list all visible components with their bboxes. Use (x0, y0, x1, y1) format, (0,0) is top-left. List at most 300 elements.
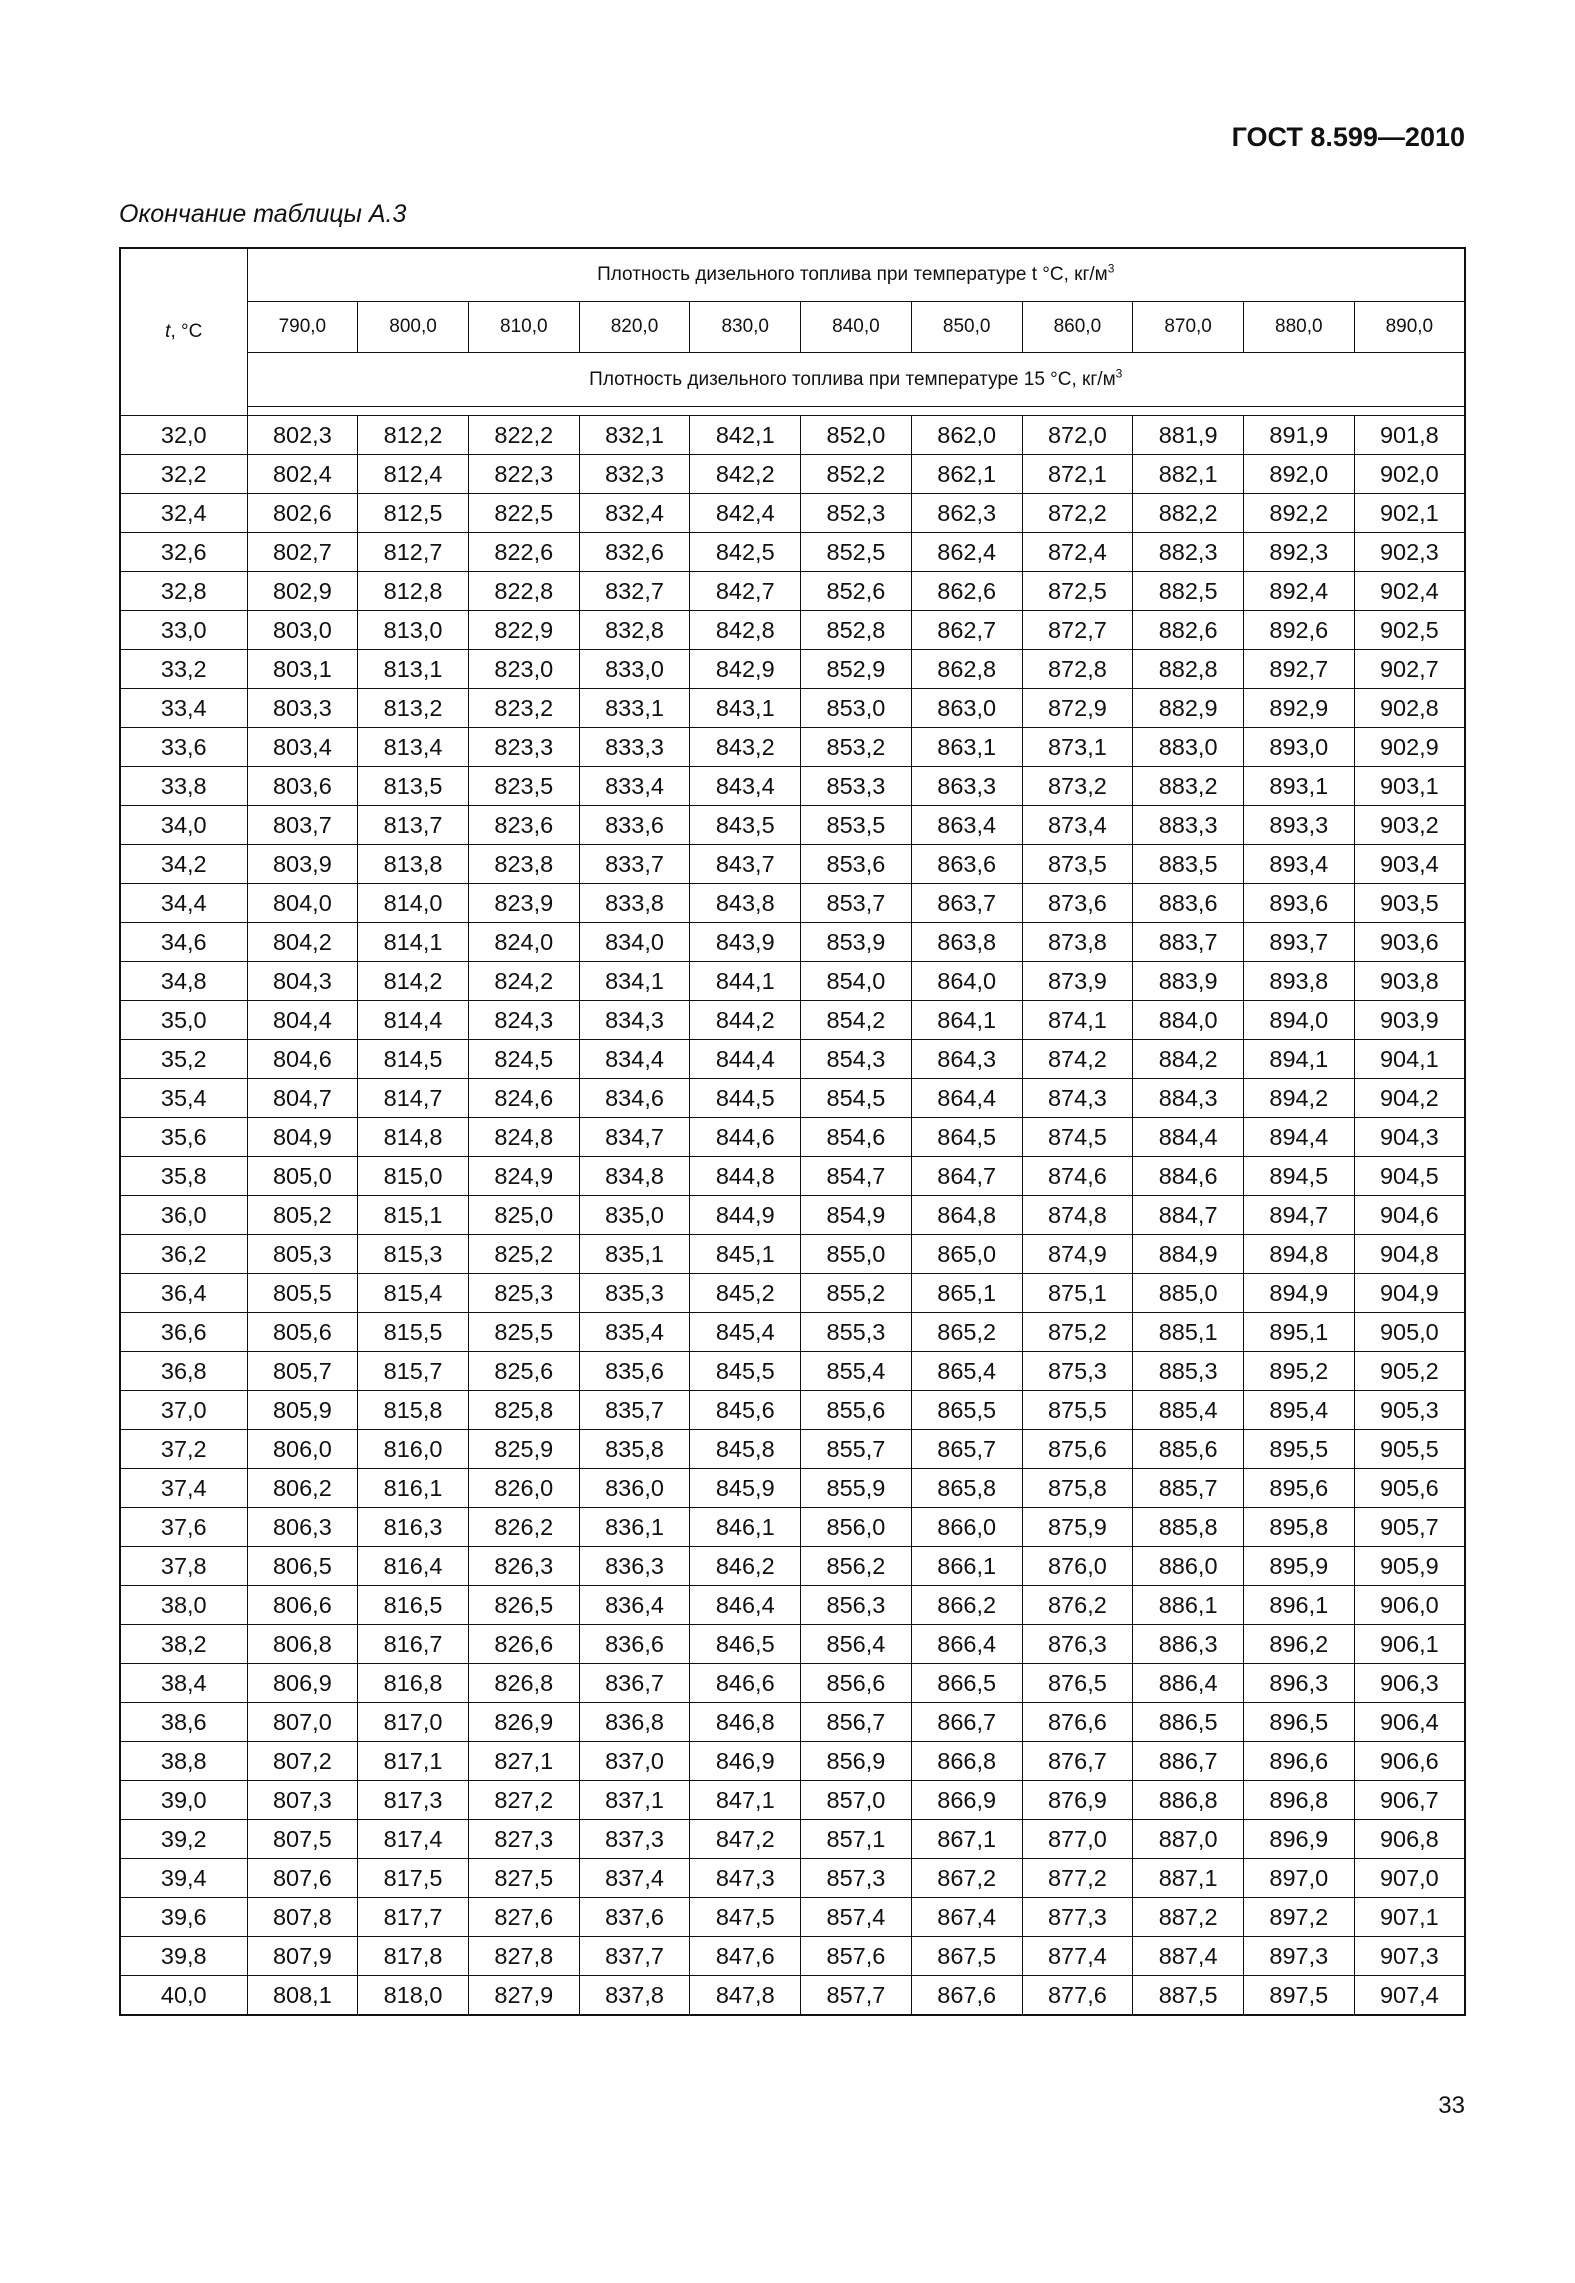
table-row (120, 845, 1465, 884)
density-cell: 906,3 (1354, 1664, 1465, 1703)
density-cell: 833,1 (579, 689, 690, 728)
density-cell: 844,2 (690, 1001, 801, 1040)
density-cell: 836,4 (579, 1586, 690, 1625)
density-cell: 842,9 (690, 650, 801, 689)
density-cell: 823,9 (468, 884, 579, 923)
density-cell: 805,2 (247, 1196, 358, 1235)
density-at-15-header-text: Плотность дизельного топлива при температуре 15 °C, кг/м (589, 368, 1116, 390)
density-cell: 803,7 (247, 806, 358, 845)
density-cell: 905,9 (1354, 1547, 1465, 1586)
density-cell: 882,1 (1133, 455, 1244, 494)
density-cell: 817,8 (358, 1937, 469, 1976)
density-cell: 805,7 (247, 1352, 358, 1391)
density-cell: 886,4 (1133, 1664, 1244, 1703)
table-row (120, 1742, 1465, 1781)
density-cell: 803,4 (247, 728, 358, 767)
table-row (120, 689, 1465, 728)
density-cell: 896,9 (1243, 1820, 1354, 1859)
density-cell: 844,4 (690, 1040, 801, 1079)
table-row (120, 1586, 1465, 1625)
density-cell: 905,2 (1354, 1352, 1465, 1391)
density-cell: 816,4 (358, 1547, 469, 1586)
density-cell: 873,6 (1022, 884, 1133, 923)
density-cell: 846,1 (690, 1508, 801, 1547)
temperature-cell: 32,8 (120, 572, 247, 611)
density-cell: 812,4 (358, 455, 469, 494)
density-cell: 803,0 (247, 611, 358, 650)
density-cell: 847,8 (690, 1976, 801, 2016)
density-cell: 867,5 (911, 1937, 1022, 1976)
density-cell: 872,1 (1022, 455, 1133, 494)
density-cell: 876,3 (1022, 1625, 1133, 1664)
density-cell: 847,2 (690, 1820, 801, 1859)
density-cell: 893,8 (1243, 962, 1354, 1001)
table-row (120, 962, 1465, 1001)
density-cell: 834,4 (579, 1040, 690, 1079)
density-cell: 862,7 (911, 611, 1022, 650)
density-cell: 836,6 (579, 1625, 690, 1664)
density-cell: 896,5 (1243, 1703, 1354, 1742)
density-cell: 818,0 (358, 1976, 469, 2016)
density-cell: 894,7 (1243, 1196, 1354, 1235)
table-row (120, 1781, 1465, 1820)
density-cell: 817,1 (358, 1742, 469, 1781)
density-cell: 856,0 (801, 1508, 912, 1547)
density-cell: 902,5 (1354, 611, 1465, 650)
density-cell: 807,6 (247, 1859, 358, 1898)
density-cell: 824,6 (468, 1079, 579, 1118)
table-row (120, 1274, 1465, 1313)
density-cell: 823,3 (468, 728, 579, 767)
density-cell: 882,6 (1133, 611, 1244, 650)
density-cell: 814,5 (358, 1040, 469, 1079)
density-cell: 903,1 (1354, 767, 1465, 806)
density-cell: 896,2 (1243, 1625, 1354, 1664)
density-cell: 856,3 (801, 1586, 912, 1625)
column-header: 830,0 (690, 302, 801, 353)
table-row (120, 1898, 1465, 1937)
density-cell: 862,8 (911, 650, 1022, 689)
density-cell: 901,8 (1354, 416, 1465, 455)
density-cell: 843,7 (690, 845, 801, 884)
density-cell: 886,0 (1133, 1547, 1244, 1586)
density-cell: 808,1 (247, 1976, 358, 2016)
density-cell: 843,2 (690, 728, 801, 767)
density-cell: 842,4 (690, 494, 801, 533)
density-cell: 827,1 (468, 1742, 579, 1781)
density-cell: 834,8 (579, 1157, 690, 1196)
density-cell: 877,3 (1022, 1898, 1133, 1937)
density-cell: 892,9 (1243, 689, 1354, 728)
density-cell: 892,0 (1243, 455, 1354, 494)
density-cell: 872,5 (1022, 572, 1133, 611)
density-cell: 854,5 (801, 1079, 912, 1118)
density-cell: 863,1 (911, 728, 1022, 767)
density-cell: 903,9 (1354, 1001, 1465, 1040)
density-cell: 824,3 (468, 1001, 579, 1040)
density-cell: 855,3 (801, 1313, 912, 1352)
density-cell: 857,6 (801, 1937, 912, 1976)
density-cell: 823,6 (468, 806, 579, 845)
table-row (120, 1820, 1465, 1859)
temperature-cell: 39,0 (120, 1781, 247, 1820)
table-row (120, 1391, 1465, 1430)
density-cell: 826,9 (468, 1703, 579, 1742)
density-cell: 896,3 (1243, 1664, 1354, 1703)
density-cell: 874,8 (1022, 1196, 1133, 1235)
density-cell: 805,9 (247, 1391, 358, 1430)
density-cell: 825,5 (468, 1313, 579, 1352)
density-cell: 834,1 (579, 962, 690, 1001)
temperature-cell: 38,4 (120, 1664, 247, 1703)
temperature-cell: 36,2 (120, 1235, 247, 1274)
density-cell: 825,8 (468, 1391, 579, 1430)
density-cell: 885,0 (1133, 1274, 1244, 1313)
density-cell: 827,8 (468, 1937, 579, 1976)
density-cell: 834,0 (579, 923, 690, 962)
density-cell: 857,4 (801, 1898, 912, 1937)
density-cell: 903,5 (1354, 884, 1465, 923)
density-cell: 854,3 (801, 1040, 912, 1079)
column-header: 860,0 (1022, 302, 1133, 353)
density-cell: 804,6 (247, 1040, 358, 1079)
temperature-cell: 33,6 (120, 728, 247, 767)
density-cell: 905,3 (1354, 1391, 1465, 1430)
density-cell: 835,0 (579, 1196, 690, 1235)
density-cell: 827,2 (468, 1781, 579, 1820)
density-cell: 837,6 (579, 1898, 690, 1937)
temperature-cell: 39,4 (120, 1859, 247, 1898)
temperature-cell: 38,8 (120, 1742, 247, 1781)
density-cell: 816,5 (358, 1586, 469, 1625)
density-cell: 853,6 (801, 845, 912, 884)
density-cell: 843,5 (690, 806, 801, 845)
density-cell: 902,0 (1354, 455, 1465, 494)
density-cell: 864,7 (911, 1157, 1022, 1196)
density-cell: 805,6 (247, 1313, 358, 1352)
density-cell: 856,9 (801, 1742, 912, 1781)
density-cell: 885,7 (1133, 1469, 1244, 1508)
density-cell: 862,4 (911, 533, 1022, 572)
density-cell: 803,1 (247, 650, 358, 689)
density-cell: 852,8 (801, 611, 912, 650)
density-cell: 846,4 (690, 1586, 801, 1625)
density-cell: 813,0 (358, 611, 469, 650)
table-row (120, 806, 1465, 845)
density-cell: 853,9 (801, 923, 912, 962)
density-cell: 844,5 (690, 1079, 801, 1118)
density-cell: 885,4 (1133, 1391, 1244, 1430)
density-cell: 805,3 (247, 1235, 358, 1274)
density-cell: 852,0 (801, 416, 912, 455)
temperature-cell: 37,8 (120, 1547, 247, 1586)
density-cell: 866,7 (911, 1703, 1022, 1742)
density-cell: 895,9 (1243, 1547, 1354, 1586)
temperature-cell: 33,4 (120, 689, 247, 728)
density-cell: 895,4 (1243, 1391, 1354, 1430)
density-cell: 817,3 (358, 1781, 469, 1820)
table-row (120, 416, 1465, 455)
temperature-cell: 33,0 (120, 611, 247, 650)
density-cell: 866,5 (911, 1664, 1022, 1703)
density-cell: 907,1 (1354, 1898, 1465, 1937)
density-cell: 845,9 (690, 1469, 801, 1508)
density-cell: 867,1 (911, 1820, 1022, 1859)
density-cell: 854,7 (801, 1157, 912, 1196)
density-cell: 827,6 (468, 1898, 579, 1937)
density-cell: 832,6 (579, 533, 690, 572)
density-cell: 806,0 (247, 1430, 358, 1469)
density-cell: 833,4 (579, 767, 690, 806)
column-header: 840,0 (801, 302, 912, 353)
density-cell: 836,7 (579, 1664, 690, 1703)
table-row (120, 767, 1465, 806)
density-cell: 816,3 (358, 1508, 469, 1547)
density-cell: 893,0 (1243, 728, 1354, 767)
density-cell: 826,6 (468, 1625, 579, 1664)
density-cell: 883,9 (1133, 962, 1244, 1001)
density-cell: 836,0 (579, 1469, 690, 1508)
density-at-t-header-sup: 3 (1107, 261, 1115, 276)
density-cell: 836,3 (579, 1547, 690, 1586)
density-cell: 886,1 (1133, 1586, 1244, 1625)
temperature-cell: 39,8 (120, 1937, 247, 1976)
density-cell: 872,8 (1022, 650, 1133, 689)
density-cell: 896,1 (1243, 1586, 1354, 1625)
density-cell: 813,4 (358, 728, 469, 767)
density-cell: 846,5 (690, 1625, 801, 1664)
temperature-cell: 32,6 (120, 533, 247, 572)
density-cell: 835,4 (579, 1313, 690, 1352)
density-cell: 873,1 (1022, 728, 1133, 767)
density-cell: 847,1 (690, 1781, 801, 1820)
density-cell: 866,4 (911, 1625, 1022, 1664)
density-cell: 806,9 (247, 1664, 358, 1703)
density-cell: 844,6 (690, 1118, 801, 1157)
density-cell: 832,4 (579, 494, 690, 533)
temperature-cell: 35,8 (120, 1157, 247, 1196)
density-cell: 845,1 (690, 1235, 801, 1274)
density-cell: 862,6 (911, 572, 1022, 611)
density-cell: 854,6 (801, 1118, 912, 1157)
density-cell: 826,0 (468, 1469, 579, 1508)
density-cell: 823,0 (468, 650, 579, 689)
density-cell: 826,8 (468, 1664, 579, 1703)
density-cell: 904,6 (1354, 1196, 1465, 1235)
density-cell: 864,5 (911, 1118, 1022, 1157)
t-column-header: t, °C (120, 248, 247, 416)
temperature-cell: 34,0 (120, 806, 247, 845)
density-cell: 893,6 (1243, 884, 1354, 923)
temperature-cell: 37,4 (120, 1469, 247, 1508)
table-row (120, 1937, 1465, 1976)
density-cell: 894,4 (1243, 1118, 1354, 1157)
density-cell: 904,3 (1354, 1118, 1465, 1157)
column-header: 820,0 (579, 302, 690, 353)
density-cell: 815,0 (358, 1157, 469, 1196)
density-cell: 865,7 (911, 1430, 1022, 1469)
density-cell: 835,8 (579, 1430, 690, 1469)
density-cell: 863,3 (911, 767, 1022, 806)
density-cell: 902,1 (1354, 494, 1465, 533)
density-cell: 837,0 (579, 1742, 690, 1781)
density-cell: 822,3 (468, 455, 579, 494)
density-cell: 804,7 (247, 1079, 358, 1118)
density-cell: 863,6 (911, 845, 1022, 884)
density-cell: 875,2 (1022, 1313, 1133, 1352)
density-cell: 884,4 (1133, 1118, 1244, 1157)
density-cell: 813,7 (358, 806, 469, 845)
table-row (120, 1196, 1465, 1235)
density-cell: 816,7 (358, 1625, 469, 1664)
table-row (120, 1157, 1465, 1196)
density-cell: 824,9 (468, 1157, 579, 1196)
density-cell: 876,2 (1022, 1586, 1133, 1625)
density-cell: 864,1 (911, 1001, 1022, 1040)
column-header-row (120, 302, 1465, 353)
density-cell: 853,7 (801, 884, 912, 923)
density-cell: 875,9 (1022, 1508, 1133, 1547)
density-cell: 814,1 (358, 923, 469, 962)
density-cell: 834,3 (579, 1001, 690, 1040)
density-cell: 844,8 (690, 1157, 801, 1196)
density-cell: 823,8 (468, 845, 579, 884)
density-cell: 855,0 (801, 1235, 912, 1274)
density-cell: 827,9 (468, 1976, 579, 2016)
density-cell: 806,8 (247, 1625, 358, 1664)
density-cell: 904,8 (1354, 1235, 1465, 1274)
density-cell: 884,9 (1133, 1235, 1244, 1274)
density-cell: 873,5 (1022, 845, 1133, 884)
density-cell: 827,3 (468, 1820, 579, 1859)
density-cell: 906,7 (1354, 1781, 1465, 1820)
density-cell: 804,3 (247, 962, 358, 1001)
density-cell: 866,9 (911, 1781, 1022, 1820)
column-header: 880,0 (1243, 302, 1354, 353)
density-cell: 886,8 (1133, 1781, 1244, 1820)
density-cell: 887,5 (1133, 1976, 1244, 2016)
density-cell: 895,6 (1243, 1469, 1354, 1508)
table-row (120, 1547, 1465, 1586)
density-cell: 813,5 (358, 767, 469, 806)
density-cell: 886,3 (1133, 1625, 1244, 1664)
temperature-cell: 37,2 (120, 1430, 247, 1469)
table-row (120, 1001, 1465, 1040)
density-cell: 817,7 (358, 1898, 469, 1937)
density-cell: 892,2 (1243, 494, 1354, 533)
temperature-cell: 38,6 (120, 1703, 247, 1742)
density-cell: 812,2 (358, 416, 469, 455)
density-cell: 872,9 (1022, 689, 1133, 728)
density-cell: 812,7 (358, 533, 469, 572)
density-cell: 806,6 (247, 1586, 358, 1625)
density-cell: 904,9 (1354, 1274, 1465, 1313)
density-cell: 813,2 (358, 689, 469, 728)
density-cell: 882,5 (1133, 572, 1244, 611)
table-row (120, 611, 1465, 650)
density-cell: 805,5 (247, 1274, 358, 1313)
density-cell: 886,7 (1133, 1742, 1244, 1781)
header-spacer (247, 407, 1465, 416)
density-cell: 835,7 (579, 1391, 690, 1430)
table-row (120, 494, 1465, 533)
density-cell: 835,6 (579, 1352, 690, 1391)
density-cell: 873,9 (1022, 962, 1133, 1001)
density-cell: 847,5 (690, 1898, 801, 1937)
density-cell: 882,8 (1133, 650, 1244, 689)
density-at-t-header-text: Плотность дизельного топлива при температуре t °C, кг/м (597, 264, 1108, 285)
density-cell: 904,2 (1354, 1079, 1465, 1118)
table-row (120, 1352, 1465, 1391)
density-cell: 894,1 (1243, 1040, 1354, 1079)
density-cell: 816,0 (358, 1430, 469, 1469)
density-cell: 823,2 (468, 689, 579, 728)
density-cell: 807,5 (247, 1820, 358, 1859)
density-cell: 825,0 (468, 1196, 579, 1235)
density-cell: 877,6 (1022, 1976, 1133, 2016)
temperature-cell: 32,0 (120, 416, 247, 455)
density-cell: 804,4 (247, 1001, 358, 1040)
density-cell: 867,2 (911, 1859, 1022, 1898)
density-cell: 803,6 (247, 767, 358, 806)
table-row (120, 455, 1465, 494)
density-cell: 863,8 (911, 923, 1022, 962)
density-cell: 883,6 (1133, 884, 1244, 923)
density-cell: 883,0 (1133, 728, 1244, 767)
temperature-cell: 35,0 (120, 1001, 247, 1040)
density-cell: 892,3 (1243, 533, 1354, 572)
density-cell: 877,2 (1022, 1859, 1133, 1898)
density-cell: 863,7 (911, 884, 1022, 923)
density-cell: 882,9 (1133, 689, 1244, 728)
temperature-cell: 35,4 (120, 1079, 247, 1118)
density-cell: 842,1 (690, 416, 801, 455)
density-cell: 855,7 (801, 1430, 912, 1469)
density-cell: 883,7 (1133, 923, 1244, 962)
temperature-cell: 36,6 (120, 1313, 247, 1352)
density-cell: 874,9 (1022, 1235, 1133, 1274)
density-cell: 856,2 (801, 1547, 912, 1586)
density-cell: 835,3 (579, 1274, 690, 1313)
density-cell: 826,2 (468, 1508, 579, 1547)
density-cell: 836,1 (579, 1508, 690, 1547)
density-cell: 883,2 (1133, 767, 1244, 806)
table-row (120, 1859, 1465, 1898)
density-cell: 827,5 (468, 1859, 579, 1898)
column-header: 890,0 (1354, 302, 1465, 353)
density-cell: 902,4 (1354, 572, 1465, 611)
density-cell: 842,5 (690, 533, 801, 572)
density-cell: 835,1 (579, 1235, 690, 1274)
density-cell: 887,1 (1133, 1859, 1244, 1898)
density-cell: 853,3 (801, 767, 912, 806)
density-cell: 907,3 (1354, 1937, 1465, 1976)
density-cell: 862,0 (911, 416, 1022, 455)
density-cell: 833,3 (579, 728, 690, 767)
density-cell: 864,3 (911, 1040, 1022, 1079)
density-cell: 846,2 (690, 1547, 801, 1586)
table-row (120, 572, 1465, 611)
density-cell: 865,1 (911, 1274, 1022, 1313)
density-cell: 865,5 (911, 1391, 1022, 1430)
density-cell: 891,9 (1243, 416, 1354, 455)
density-cell: 866,2 (911, 1586, 1022, 1625)
density-cell: 804,9 (247, 1118, 358, 1157)
density-cell: 815,7 (358, 1352, 469, 1391)
density-cell: 886,5 (1133, 1703, 1244, 1742)
density-cell: 893,1 (1243, 767, 1354, 806)
temperature-cell: 34,2 (120, 845, 247, 884)
